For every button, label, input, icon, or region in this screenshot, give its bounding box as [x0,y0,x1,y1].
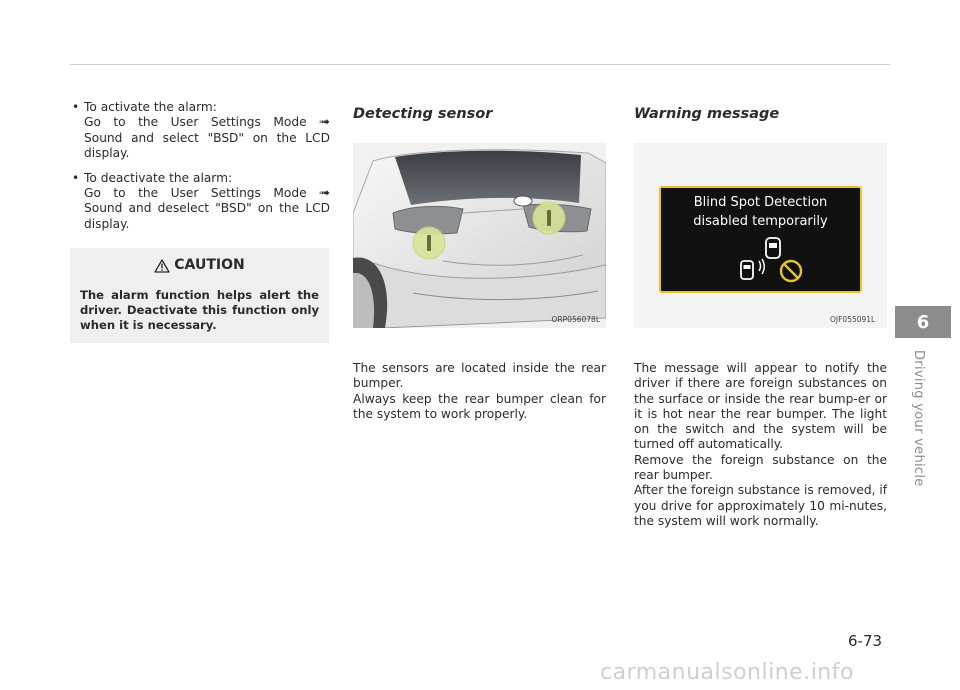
word: to [113,115,126,130]
display-line-2: disabled temporarily [693,214,828,229]
chapter-label: Driving your vehicle [911,350,926,487]
arrow-right-icon: ➟ [319,115,330,131]
word: LCD [305,130,330,145]
caution-text: The alarm function helps alert the driver. Deactivate this function only when it is necessary. [80,287,319,332]
word: Sound [84,201,123,216]
word: Go [84,115,101,130]
word: the [279,201,300,216]
word: Settings [210,186,261,201]
warning-message-heading: Warning message [634,106,780,122]
footer-watermark: carmanualsonline.info [600,660,854,685]
deactivate-line-3: display. [84,216,130,231]
activate-intro: • To activate the alarm: [84,100,217,114]
word: Mode [273,115,307,130]
deactivate-line-1 [84,186,330,201]
word: User [170,115,199,130]
activate-line-3: display. [84,146,130,161]
figure-code: ORP056078L [551,315,600,324]
chapter-tab: 6 [895,306,951,338]
cluster-display [659,186,862,293]
caution-title: CAUTION [174,257,245,274]
word: and [131,130,154,145]
car-rear-illustration [353,143,606,328]
word: on [257,201,274,216]
rear-bumper-sensor-figure [353,143,606,328]
warning-triangle-icon [154,259,170,273]
word: and [128,201,152,216]
word: the [276,130,297,145]
word: select [162,130,199,145]
word: the [138,186,159,201]
word: Settings [210,115,261,130]
page-number: 6-73 [848,632,883,650]
word: on [252,130,268,145]
activate-line-2 [84,131,330,146]
activate-instruction [70,100,330,162]
word: Mode [273,186,307,201]
arrow-right-icon: ➟ [319,186,330,202]
warning-message-figure [634,143,887,328]
word: LCD [305,201,330,216]
detecting-sensor-text: The sensors are located inside the rear bumper. Always keep the rear bumper clean for the system to work properly. [353,361,606,421]
display-line-1: Blind Spot Detection [693,195,828,210]
word: the [138,115,159,130]
activate-line-1 [84,115,330,130]
deactivate-line-2 [84,201,330,216]
deactivate-instruction [70,171,330,233]
top-rule [70,64,890,65]
deactivate-intro: • To deactivate the alarm: [84,170,233,185]
word: Go [84,186,101,201]
word: deselect [157,201,210,216]
detecting-sensor-heading: Detecting sensor [353,106,493,122]
word: to [113,186,126,201]
caution-box [70,248,329,343]
caution-heading [80,258,319,273]
left-column [70,100,330,343]
warning-message-text: The message will appear to notify the driver if there are foreign substances on the surface or inside the rear bump-er or it is hot near the rear bumper. The light on the switch and the system will be turned off automatically. Remove the foreign substance on the rear bumper. After the foreign substance is removed, if you drive for approximately 10 mi-nutes, the system will work normally. [634,361,887,528]
blind-spot-disabled-icon [731,233,821,291]
word: User [170,186,199,201]
word: Sound [84,130,123,145]
figure-code: OJF055091L [830,315,876,324]
word: "BSD" [207,130,245,145]
word: "BSD" [215,201,252,216]
